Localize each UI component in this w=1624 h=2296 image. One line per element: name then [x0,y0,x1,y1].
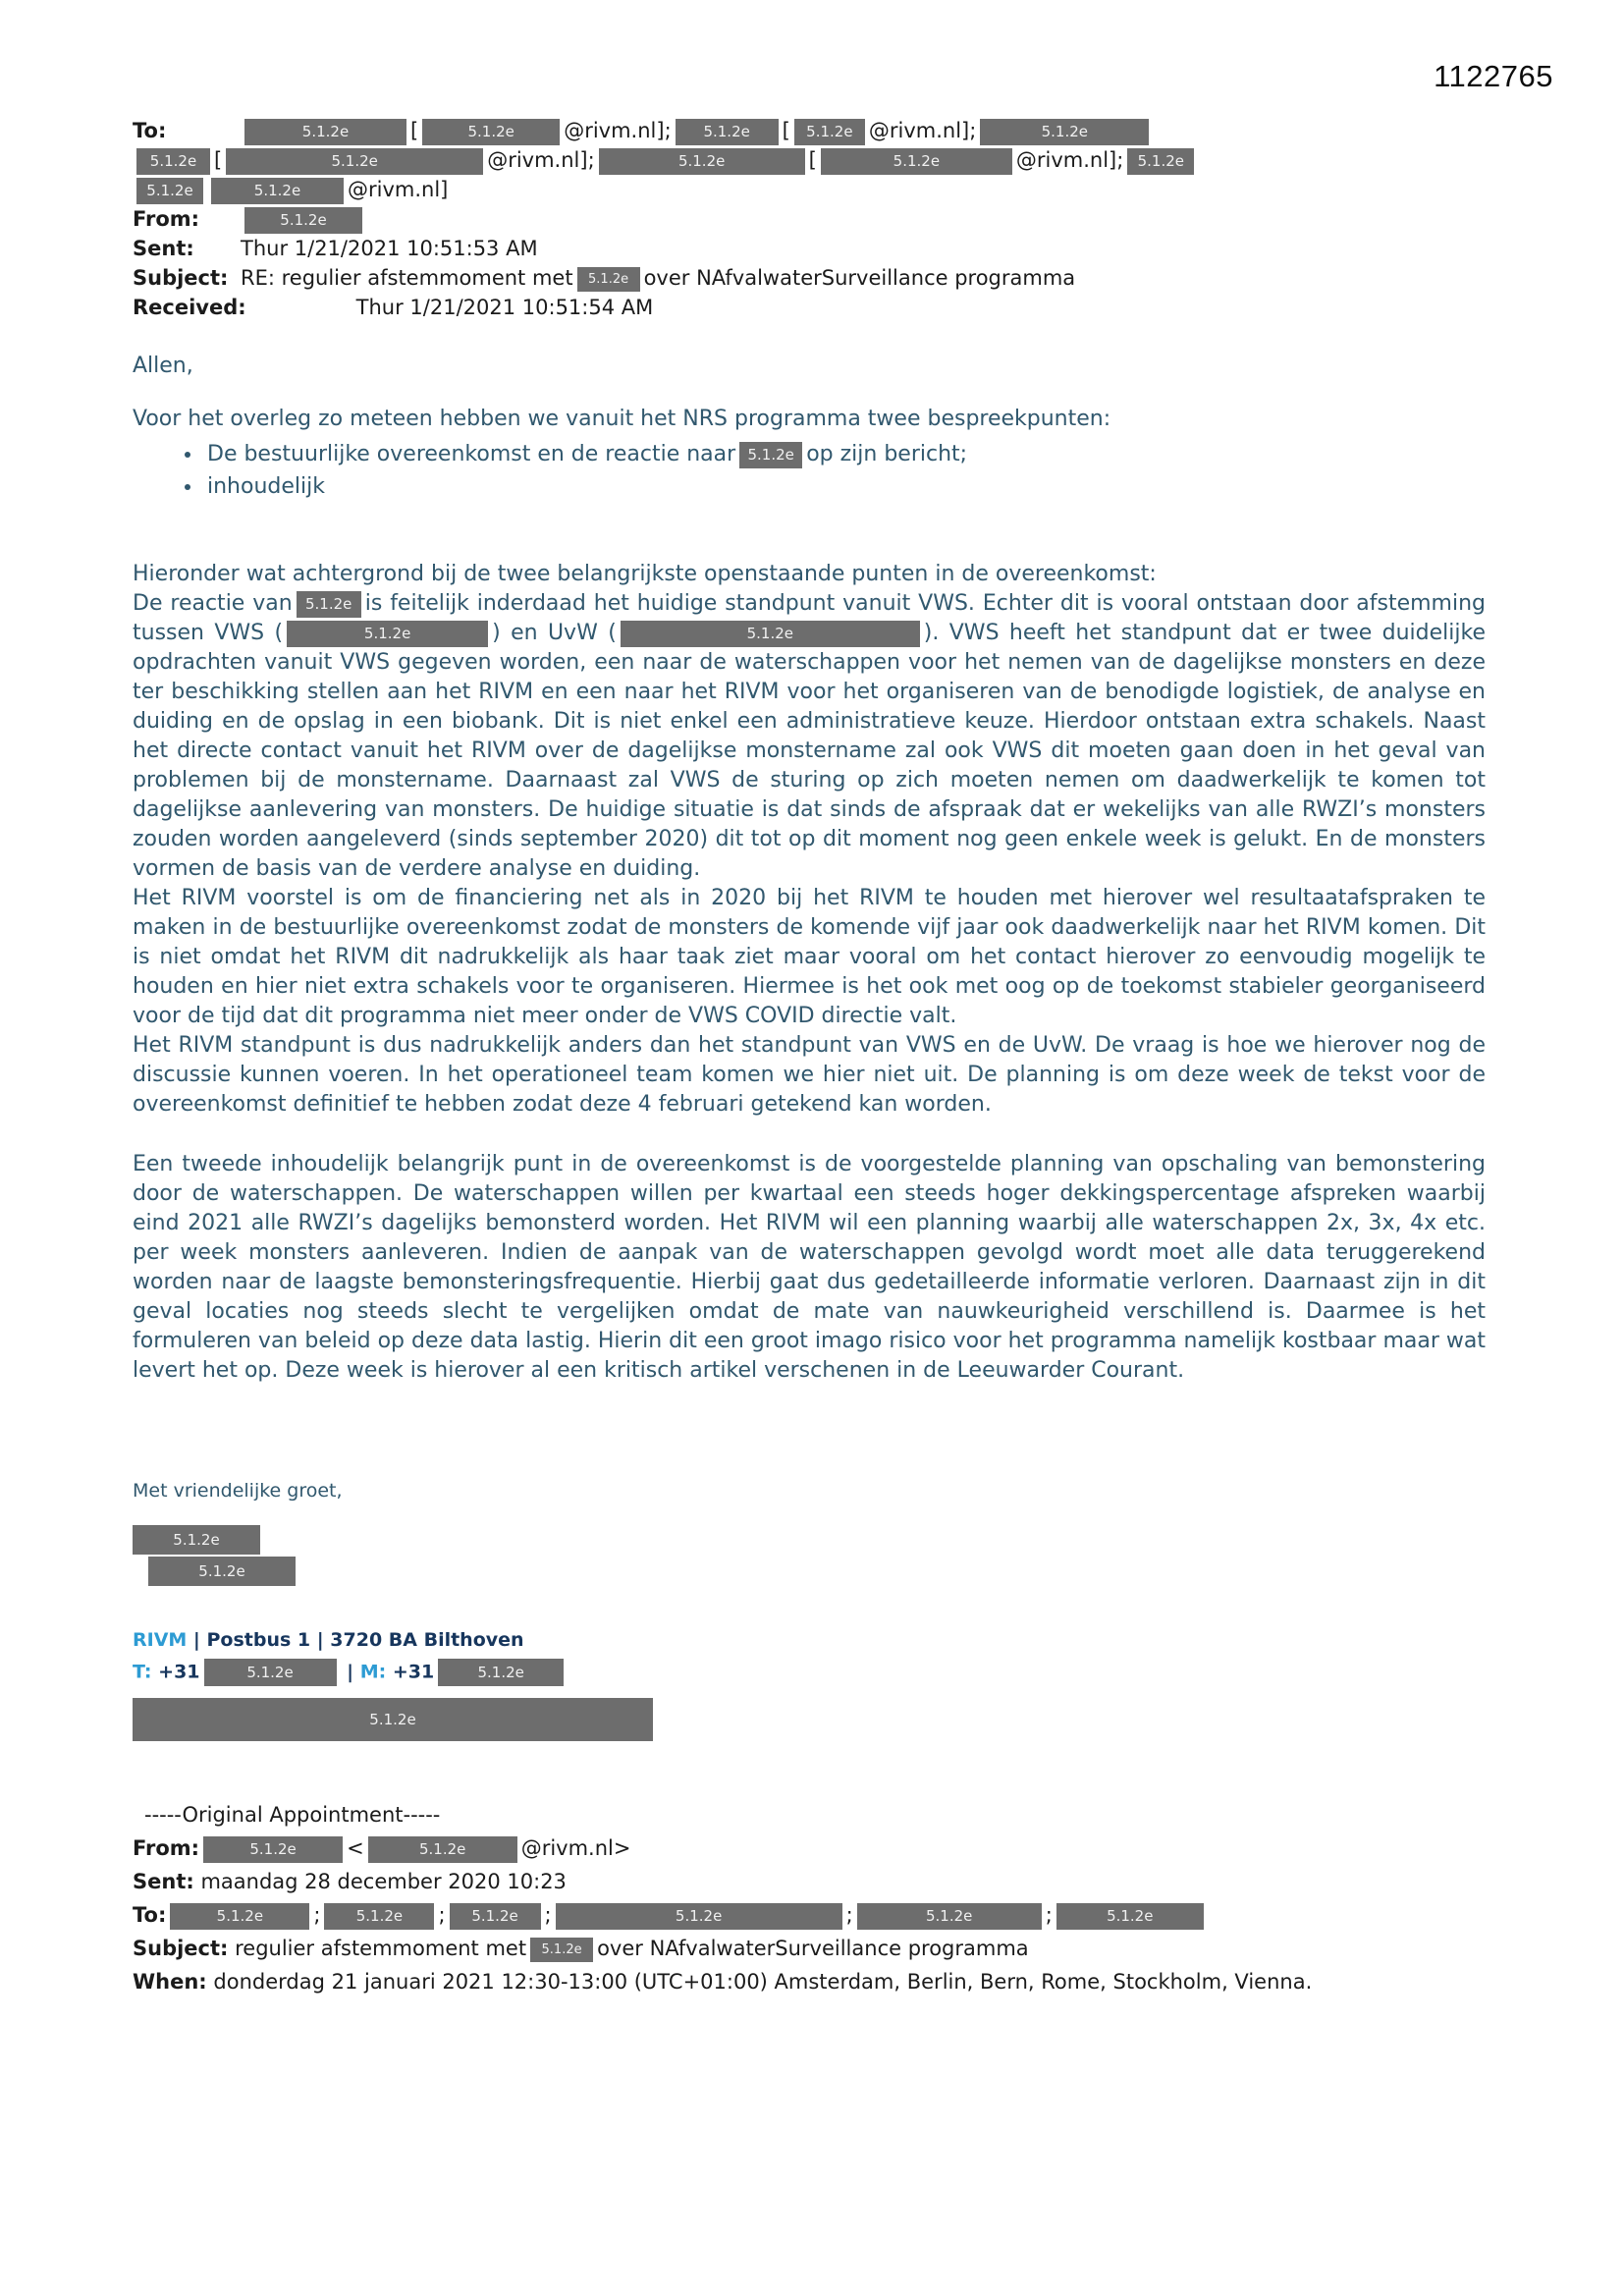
bold-text: When: [133,1970,207,1994]
background-block [133,560,1486,1120]
redaction-box: 5.1.2e [148,1557,296,1586]
text-run: [ [410,119,419,142]
appointment-sent-row [133,1865,1486,1898]
redaction-box: 5.1.2e [422,119,560,145]
bold-text: Sent: [133,1870,194,1893]
header-row-to-cont2 [133,175,1486,204]
bullet-text [207,442,967,466]
redaction-box: 5.1.2e [621,621,920,647]
redaction-box: 5.1.2e [203,1836,343,1863]
text-run: RE: regulier afstemmoment met [241,266,573,290]
redaction-box: 5.1.2e [133,1525,260,1555]
text-run: ; [544,1903,552,1927]
document-content [133,116,1486,1998]
bold-text: Subject: [133,1937,229,1960]
text-run: @rivm.nl]; [487,148,595,172]
redaction-box: 5.1.2e [136,148,210,175]
paragraph-voorstel: Het RIVM voorstel is om de financiering net als in 2020 bij het RIVM te houden met hierover wel resultaatafspraken te maken in de bestuurlijke overeenkomst zodat de monsters de komende vijf jaar ook daadwerkelijk naar het RIVM komen. Dit is niet omdat het RIVM dit nadrukkelijk als haar taak ziet maar vooral om het contact hierover zo eenvoudig mogelijk te houden en hier niet extra schakels voor te organiseren. Hiermee is het ook met oog op de toekomst stabieler georganiseerd voor de tijd dat dit programma niet meer onder de VWS COVID directie valt. [133,886,1486,1028]
header-row-subject [133,263,1486,293]
text-run: T: [133,1661,152,1683]
text-run: ) en UvW ( [492,621,617,645]
text-run: @rivm.nl> [520,1836,631,1860]
subject-value [241,266,1075,290]
sent-value [241,237,538,260]
text-run: ; [845,1903,853,1927]
text-run: Thur 1/21/2021 10:51:54 AM [355,296,654,319]
redaction-box: 5.1.2e [204,1659,337,1686]
text-run: @rivm.nl] [348,178,449,201]
signature-email-redaction [133,1698,1486,1741]
received-value [246,296,654,319]
redaction-box: 5.1.2e [226,148,483,175]
document-number: 1122765 [1434,59,1553,93]
redaction-box: 5.1.2e [133,1698,653,1741]
text-run: @rivm.nl]; [1015,148,1124,172]
redaction-box: 5.1.2e [438,1659,564,1686]
redaction-box: 5.1.2e [297,591,361,618]
signature-block [133,1525,1486,1741]
email-body [133,352,1486,1505]
redaction-box: 5.1.2e [857,1903,1042,1930]
text-run: maandag 28 december 2020 10:23 [193,1870,567,1893]
text-run: over NAfvalwaterSurveillance programma [643,266,1076,290]
redaction-box: 5.1.2e [821,148,1012,175]
text-run: over NAfvalwaterSurveillance programma [597,1937,1029,1960]
redaction-box: 5.1.2e [676,119,779,145]
signature-phone-line [133,1659,1486,1686]
redaction-box: 5.1.2e [577,267,640,292]
to-value-line1 [241,119,1153,142]
text-run: ). VWS heeft het standpunt dat er twee duidelijke opdrachten vanuit VWS gegeven worden, een naar de waterschappen voor het nemen van de dagelijkse monsters en deze ter beschikking stellen aan het RIVM en een naar het RIVM voor het organiseren van de benodigde logistiek, de analyse en duiding en de opslag in een biobank. Dit is niet enkel een administratieve keuze. Hierdoor ontstaan extra schakels. Naast het directe contact vanuit het RIVM over de dagelijkse monstername zal ook VWS dit moeten gaan doen in het geval van problemen bij de monstername. Daarnaast zal VWS de sturing op zich moeten nemen om daadwerkelijk te komen tot dagelijkse aanlevering van monsters. De huidige situatie is dat sinds de afspraak dat er wekelijks van alle RWZI’s monsters zouden worden aangeleverd (sinds september 2020) dit tot op dit moment nog geen enkele week is gelukt. En de monsters vormen de basis van de verdere analyse en duiding. [133,621,1486,881]
text-run: RIVM [133,1629,188,1651]
text-run: ; [1045,1903,1053,1927]
appointment-divider: -----Original Appointment----- [144,1803,441,1827]
text-run: regulier afstemmoment met [228,1937,527,1960]
bullet-list [133,438,1486,503]
redaction-box: 5.1.2e [1127,148,1194,175]
text-run: M: [359,1661,387,1683]
text-run: Thur 1/21/2021 10:51:53 AM [241,237,538,260]
redaction-box: 5.1.2e [136,178,203,204]
appointment-from-row [133,1831,1486,1865]
header-row-received [133,293,1486,322]
redaction-box: 5.1.2e [556,1903,842,1930]
redaction-box: 5.1.2e [170,1903,309,1930]
received-label: Received: [133,296,246,319]
appointment-to-row [133,1898,1486,1932]
text-run: | [340,1661,360,1683]
bullet-item [203,470,1486,503]
redaction-box: 5.1.2e [244,119,406,145]
text-run: [ [214,148,223,172]
text-run: @rivm.nl]; [564,119,672,142]
redaction-box: 5.1.2e [450,1903,541,1930]
text-run: ; [313,1903,321,1927]
from-value [241,207,366,231]
redaction-box: 5.1.2e [368,1836,517,1863]
paragraph-tweede: Een tweede inhoudelijk belangrijk punt in de overeenkomst is de voorgestelde planning van opschaling van bemonstering door de waterschappen. De waterschappen willen per kwartaal een steeds hoger dekkingspercentage afspreken waarbij eind 2021 alle RWZI’s dagelijks bemonsterd worden. Het RIVM wil een planning waarbij alle waterschappen 2x, 3x, 4x etc. per week monsters aanleveren. Indien de aanpak van de waterschappen gevolgd wordt moet alle data teruggerekend worden naar de laagste bemonsteringsfrequentie. Hierbij gaat dus gedetailleerde informatie verloren. Daarnaast zijn in dit geval locaties nog steeds slecht te vergelijken omdat de mate van nauwkeurigheid verschillend is. Daarmee is het formuleren van beleid op deze data lastig. Hierin dit een groot imago risico voor het programma namelijk kostbaar maar wat levert het op. Deze week is hierover al een kritisch artikel verschenen in de Leeuwarder Courant. [133,1152,1486,1383]
redaction-box: 5.1.2e [287,621,488,647]
redaction-box: 5.1.2e [739,442,802,468]
text-run: < [347,1836,364,1860]
redaction-box: 5.1.2e [1056,1903,1204,1930]
text-run: [ [808,148,817,172]
text-run: De reactie van [133,591,293,616]
signature-name-redaction [133,1525,1486,1555]
bullet-item [203,438,1486,470]
intro-line: Voor het overleg zo meteen hebben we vanuit het NRS programma twee bespreekpunten: [133,407,1111,431]
text-run: is feitelijk inderdaad het huidige standpunt vanuit VWS. Echter dit is vooral ontstaan door afstemming tussen VWS ( [133,591,1486,645]
email-header [133,116,1486,322]
original-appointment [133,1798,1486,1998]
signature-role-redaction [148,1557,1486,1586]
text-run: | Postbus 1 | 3720 BA Bilthoven [187,1629,524,1651]
redaction-box: 5.1.2e [794,119,865,145]
text-run: op zijn bericht; [806,442,968,466]
bold-text: To: [133,1903,167,1927]
redaction-box: 5.1.2e [599,148,805,175]
closing-line: Met vriendelijke groet, [133,1480,343,1502]
header-row-sent [133,234,1486,263]
redaction-box: 5.1.2e [980,119,1149,145]
text-run: [ [782,119,790,142]
bullet-text [207,474,325,499]
background-title: Hieronder wat achtergrond bij de twee belangrijkste openstaande punten in de overeenkomst: [133,562,1157,586]
header-row-from [133,204,1486,234]
paragraph-standpunt: Het RIVM standpunt is dus nadrukkelijk anders dan het standpunt van VWS en de UvW. De vraag is hoe we hierover nog de discussie kunnen voeren. In het operationeel team komen we hier niet uit. De planning is om deze week de tekst voor de overeenkomst definitief te hebben zodat deze 4 februari getekend kan worden. [133,1033,1486,1117]
text-run: De bestuurlijke overeenkomst en de reactie naar [207,442,736,466]
redaction-box: 5.1.2e [211,178,344,204]
text-run: inhoudelijk [207,474,325,499]
text-run: @rivm.nl]; [868,119,977,142]
text-run: ; [438,1903,446,1927]
subject-label: Subject: [133,266,229,290]
header-row-to [133,116,1486,145]
appointment-when-row [133,1965,1486,1998]
from-label: From: [133,207,200,231]
redaction-box: 5.1.2e [324,1903,434,1930]
header-row-to-cont1 [133,145,1486,175]
signature-org-line [133,1629,1486,1651]
text-run: donderdag 21 januari 2021 12:30-13:00 (UTC+01:00) Amsterdam, Berlin, Bern, Rome, Stockholm, Vienna. [206,1970,1313,1994]
redaction-box: 5.1.2e [530,1938,593,1962]
paragraph-reactie [133,589,1486,884]
text-run: +31 [151,1661,200,1683]
text-run: +31 [386,1661,435,1683]
greeting: Allen, [133,354,193,378]
bold-text: From: [133,1836,200,1860]
to-label: To: [133,119,167,142]
appointment-subject-row [133,1932,1486,1965]
sent-label: Sent: [133,237,194,260]
redaction-box: 5.1.2e [244,207,362,234]
